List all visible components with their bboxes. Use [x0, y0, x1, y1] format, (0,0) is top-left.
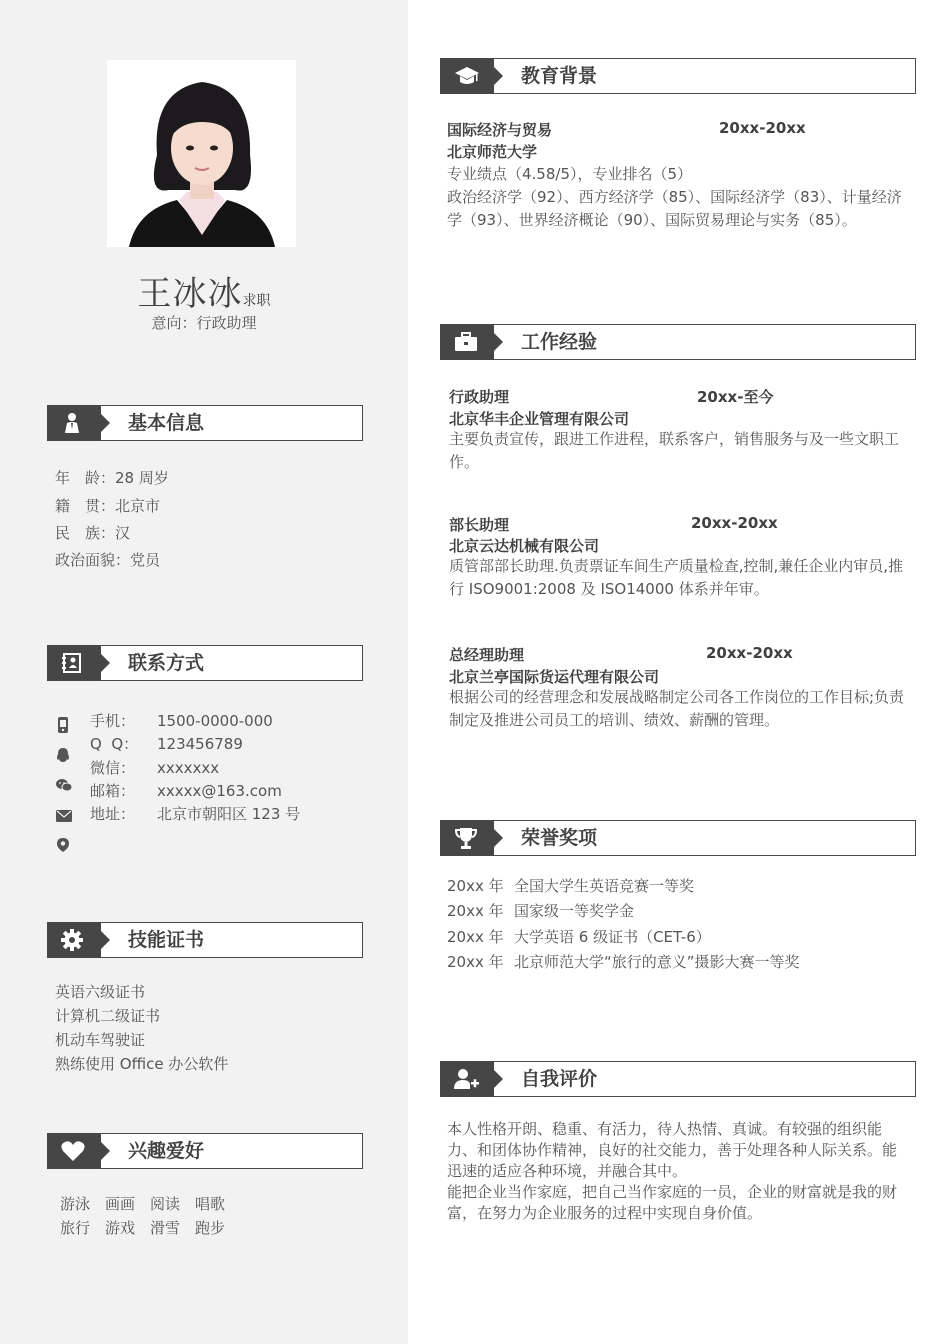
honor-item — [447, 875, 694, 896]
honor-item — [447, 926, 711, 947]
contact-value: xxxxx@163.com — [157, 782, 282, 800]
self-paragraph: 能把企业当作家庭，把自己当作家庭的一员，企业的财富就是我的财富，在努力为企业服务的过程中实现自身价值。 — [447, 1183, 898, 1222]
basic-value: 党员 — [130, 551, 161, 569]
self-tab — [440, 1061, 494, 1097]
gear-icon — [61, 929, 83, 951]
briefcase-icon — [454, 331, 478, 353]
honor-text: 大学英语 6 级证书（CET-6） — [514, 928, 711, 946]
edu-period: 20xx-20xx — [719, 119, 806, 137]
address-book-icon — [61, 652, 83, 674]
section-hobbies — [47, 1133, 363, 1169]
basic-value: 28 周岁 — [115, 469, 169, 487]
job-period: 20xx-20xx — [691, 514, 778, 532]
edu-courses: 政治经济学（92）、西方经济学（85）、国际经济学（83）、计量经济学（93）、世界经济概论（90）、国际贸易理论与实务（85）。 — [447, 188, 902, 229]
contact-row — [90, 733, 243, 754]
section-skills — [47, 922, 363, 958]
contact-value: 123456789 — [157, 735, 243, 753]
job-position: 行政助理 — [449, 388, 510, 406]
contact-row — [90, 803, 300, 824]
honor-item — [447, 951, 800, 972]
contact-label: 邮箱： — [90, 782, 136, 800]
hobby-item: 滑雪 — [150, 1219, 181, 1237]
qq-icon — [56, 747, 70, 763]
trophy-icon — [454, 827, 478, 851]
edu-school: 北京师范大学 — [447, 143, 538, 161]
education-title: 教育背景 — [521, 65, 598, 87]
contact-label: 地址： — [90, 805, 136, 823]
section-education — [440, 58, 916, 94]
add-user-icon — [454, 1068, 480, 1090]
skills-title: 技能证书 — [128, 929, 205, 951]
basic-value: 汉 — [115, 524, 131, 542]
job-period: 20xx-20xx — [706, 644, 793, 662]
basic-row — [55, 467, 169, 488]
contact-title: 联系方式 — [128, 652, 205, 674]
hobby-item: 跑步 — [195, 1219, 226, 1237]
contact-tab — [47, 645, 101, 681]
honors-title: 荣誉奖项 — [521, 827, 598, 849]
job-company: 北京云达机械有限公司 — [449, 537, 600, 555]
basic-row — [55, 522, 130, 543]
hobby-row — [60, 1217, 225, 1238]
mail-icon — [56, 810, 72, 822]
wechat-icon — [56, 778, 72, 793]
contact-label: 手机： — [90, 712, 136, 730]
edu-gpa: 专业绩点（4.58/5），专业排名（5） — [447, 165, 693, 183]
job-desc: 主要负责宣传，跟进工作进程，联系客户，销售服务与及一些文职工作。 — [449, 430, 900, 471]
hobby-item: 阅读 — [150, 1195, 181, 1213]
job-period: 20xx-至今 — [697, 388, 774, 406]
self-title: 自我评价 — [521, 1068, 598, 1090]
honors-tab — [440, 820, 494, 856]
hobby-item: 游泳 — [60, 1195, 91, 1213]
job-desc: 质管部部长助理.负责票证车间生产质量检查,控制,兼任企业内审员,推行 ISO9001:2008 及 ISO14000 体系并年审。 — [449, 557, 904, 598]
phone-icon — [56, 716, 70, 734]
basic-label: 民 族： — [55, 524, 116, 542]
basic-label: 政治面貌： — [55, 551, 131, 569]
location-icon — [56, 837, 70, 853]
section-basic-info — [47, 405, 363, 441]
honor-text: 国家级一等奖学金 — [514, 902, 635, 920]
honor-year: 20xx 年 — [447, 902, 504, 920]
edu-major: 国际经济与贸易 — [447, 121, 553, 139]
contact-row — [90, 710, 273, 731]
honor-year: 20xx 年 — [447, 877, 504, 895]
section-contact — [47, 645, 363, 681]
contact-value: 北京市朝阳区 123 号 — [157, 805, 301, 823]
skills-tab — [47, 922, 101, 958]
job-position: 部长助理 — [449, 516, 510, 534]
hobby-item: 旅行 — [60, 1219, 91, 1237]
basic-title: 基本信息 — [128, 412, 205, 434]
basic-label: 年 龄： — [55, 469, 116, 487]
self-paragraph: 本人性格开朗、稳重、有活力，待人热情、真诚。有较强的组织能力、和团体协作精神，良好的社交能力，善于处理各种人际关系。能迅速的适应各种环境，并融合其中。 — [447, 1120, 898, 1180]
basic-row — [55, 549, 160, 570]
section-work — [440, 324, 916, 360]
skill-item: 英语六级证书 — [55, 983, 146, 1001]
name-text: 王冰冰 — [137, 274, 243, 314]
hobby-item: 唱歌 — [195, 1195, 226, 1213]
hobbies-title: 兴趣爱好 — [128, 1140, 205, 1162]
contact-label: 微信： — [90, 759, 136, 777]
profile-name — [0, 266, 408, 315]
hobby-row — [60, 1193, 225, 1214]
honor-year: 20xx 年 — [447, 928, 504, 946]
job-intent: 意向：行政助理 — [151, 314, 257, 332]
honor-text: 全国大学生英语竞赛一等奖 — [514, 877, 695, 895]
contact-value: 1500-0000-000 — [157, 712, 273, 730]
basic-value: 北京市 — [115, 497, 161, 515]
job-company: 北京兰亭国际货运代理有限公司 — [449, 668, 660, 686]
basic-row — [55, 495, 160, 516]
work-tab — [440, 324, 494, 360]
honor-text: 北京师范大学“旅行的意义”摄影大赛一等奖 — [514, 953, 800, 971]
basic-tab — [47, 405, 101, 441]
profile-photo — [107, 60, 296, 247]
user-icon — [61, 412, 83, 434]
hobby-item: 画画 — [105, 1195, 136, 1213]
skill-item: 机动车驾驶证 — [55, 1031, 146, 1049]
education-tab — [440, 58, 494, 94]
contact-row — [90, 757, 219, 778]
skill-item: 计算机二级证书 — [55, 1007, 161, 1025]
section-honors — [440, 820, 916, 856]
hobby-item: 游戏 — [105, 1219, 136, 1237]
contact-value: xxxxxxx — [157, 759, 220, 777]
job-position: 总经理助理 — [449, 646, 525, 664]
contact-row — [90, 780, 282, 801]
honor-year: 20xx 年 — [447, 953, 504, 971]
job-company: 北京华丰企业管理有限公司 — [449, 410, 630, 428]
contact-label: Q Q： — [90, 735, 139, 753]
skill-item: 熟练使用 Office 办公软件 — [55, 1055, 229, 1073]
work-title: 工作经验 — [521, 331, 598, 353]
basic-label: 籍 贯： — [55, 497, 116, 515]
honor-item — [447, 900, 634, 921]
hobbies-tab — [47, 1133, 101, 1169]
graduation-cap-icon — [454, 65, 480, 87]
job-desc: 根据公司的经营理念和发展战略制定公司各工作岗位的工作目标;负责制定及推进公司员工的培训、绩效、薪酬的管理。 — [449, 688, 905, 729]
section-self-evaluation — [440, 1061, 916, 1097]
job-suffix: 求职 — [242, 293, 271, 309]
heart-icon — [61, 1140, 85, 1162]
